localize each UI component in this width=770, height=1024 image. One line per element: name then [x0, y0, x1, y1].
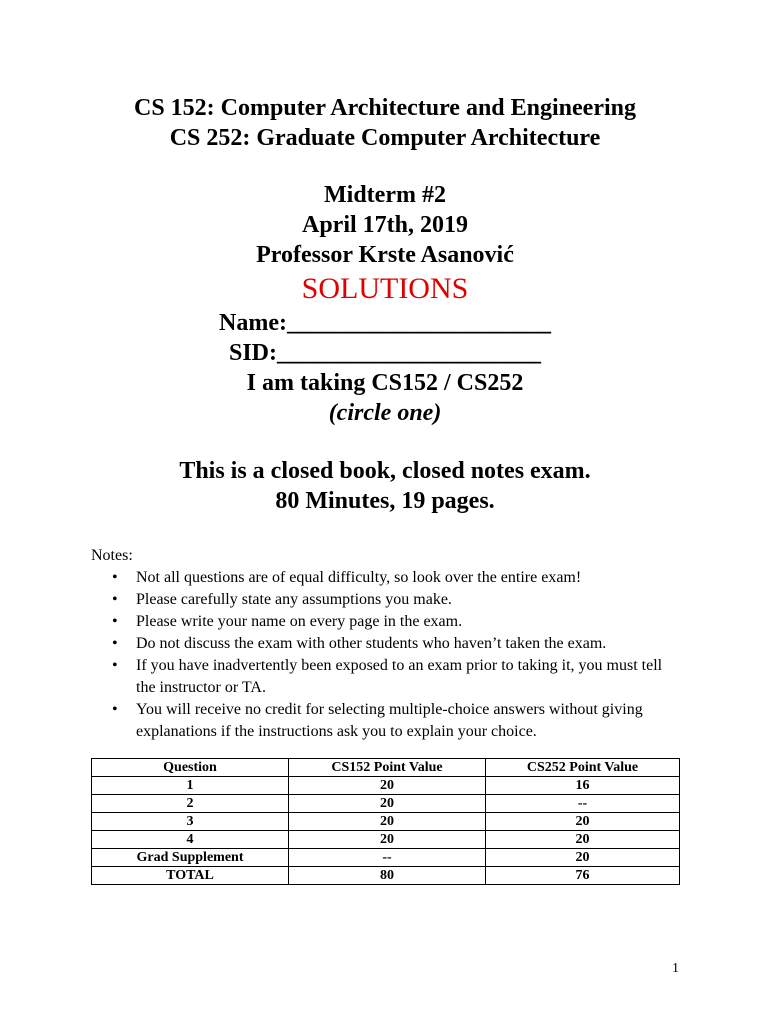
note-item: • If you have inadvertently been exposed to an exam prior to taking it, you must tell the instructor or TA. [91, 655, 681, 699]
note-item: • Not all questions are of equal difficulty, so look over the entire exam! [91, 567, 681, 589]
note-item: • Do not discuss the exam with other students who haven’t taken the exam. [91, 633, 681, 655]
course-choice: I am taking CS152 / CS252 [246, 370, 524, 396]
cell-cs252: 16 [486, 777, 680, 795]
table-header-row [92, 759, 680, 777]
circle-one-note: (circle one) [328, 400, 442, 426]
cell-cs152: 20 [289, 831, 486, 849]
cell-cs252: 20 [486, 849, 680, 867]
cell-cs252: 20 [486, 813, 680, 831]
cell-question: 1 [92, 777, 289, 795]
cell-cs152: 80 [289, 867, 486, 885]
cell-cs252: -- [486, 795, 680, 813]
exam-title: Midterm #2 [324, 182, 446, 208]
header-question: Question [92, 759, 289, 777]
notes-list [91, 567, 681, 743]
cell-cs152: -- [289, 849, 486, 867]
table-row-total [92, 867, 680, 885]
note-item: • Please carefully state any assumptions you make. [91, 589, 681, 611]
cell-question: TOTAL [92, 867, 289, 885]
note-item: • Please write your name on every page in the exam. [91, 611, 681, 633]
cell-question: 3 [92, 813, 289, 831]
closed-book-notice: This is a closed book, closed notes exam. [179, 458, 591, 484]
exam-duration: 80 Minutes, 19 pages. [275, 488, 495, 514]
cell-question: 2 [92, 795, 289, 813]
sid-field: SID:______________________ [228, 340, 541, 366]
professor-name: Professor Krste Asanović [256, 242, 514, 268]
cell-question: 4 [92, 831, 289, 849]
page-number: 1 [672, 961, 679, 976]
notes-label: Notes: [91, 547, 133, 564]
exam-date: April 17th, 2019 [301, 212, 468, 238]
header-cs152-points: CS152 Point Value [289, 759, 486, 777]
solutions-label: SOLUTIONS [301, 272, 469, 305]
note-item: • You will receive no credit for selecting multiple-choice answers without giving explanations if the instructions ask you to explain your choice. [91, 699, 681, 743]
course-title-cs152: CS 152: Computer Architecture and Engineering [134, 95, 636, 121]
point-value-table [91, 758, 680, 885]
cell-question: Grad Supplement [92, 849, 289, 867]
table-row [92, 795, 680, 813]
cell-cs152: 20 [289, 813, 486, 831]
cell-cs152: 20 [289, 777, 486, 795]
table-row [92, 813, 680, 831]
cell-cs252: 76 [486, 867, 680, 885]
table-row [92, 831, 680, 849]
header-cs252-points: CS252 Point Value [486, 759, 680, 777]
name-field: Name:______________________ [219, 310, 551, 336]
table-row [92, 777, 680, 795]
course-title-cs252: CS 252: Graduate Computer Architecture [169, 125, 601, 151]
cell-cs152: 20 [289, 795, 486, 813]
table-row [92, 849, 680, 867]
cell-cs252: 20 [486, 831, 680, 849]
